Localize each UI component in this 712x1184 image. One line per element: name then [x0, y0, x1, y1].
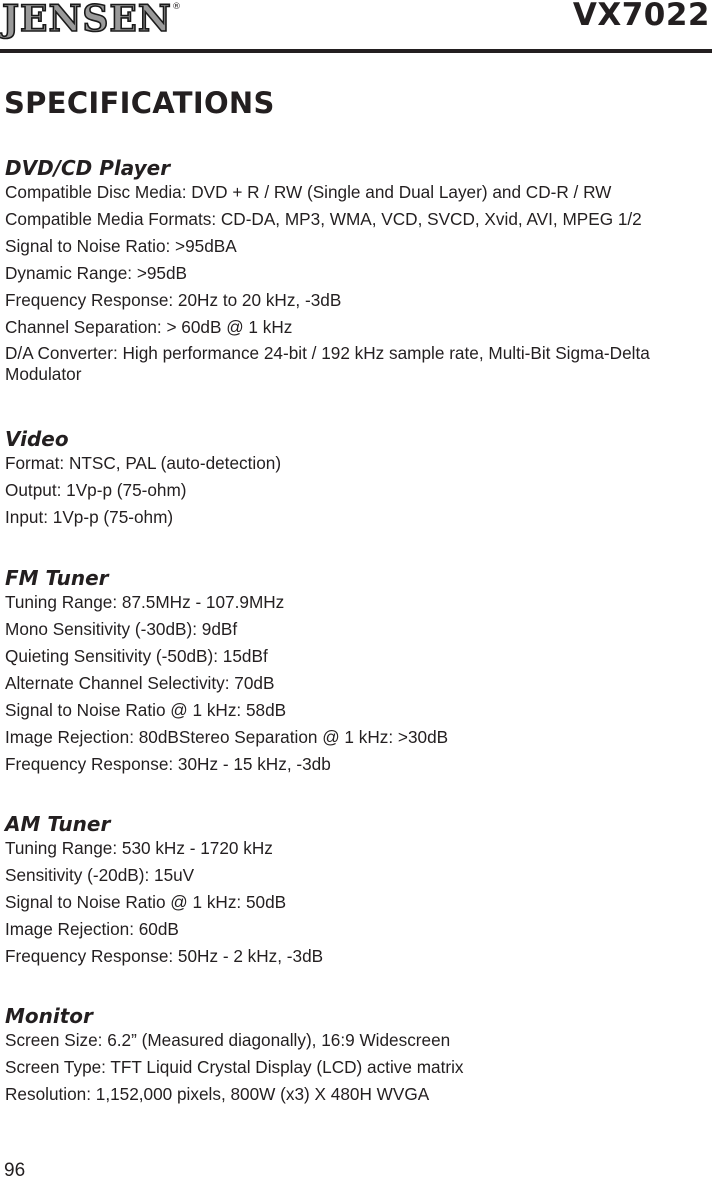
spec-line: Image Rejection: 80dBStereo Separation @ 1 kHz: >30dB — [5, 727, 449, 747]
spec-line: Signal to Noise Ratio: >95dBA — [5, 236, 237, 256]
spec-line: Frequency Response: 30Hz - 15 kHz, -3db — [5, 754, 331, 774]
spec-line: D/A Converter: High performance 24-bit / 192 kHz sample rate, Multi-Bit Sigma-Delta Modulator — [5, 343, 650, 384]
spec-line: Compatible Media Formats: CD-DA, MP3, WMA, VCD, SVCD, Xvid, AVI, MPEG 1/2 — [5, 209, 642, 229]
section-heading: Video — [5, 427, 69, 451]
section-heading: AM Tuner — [5, 812, 111, 836]
spec-line: Channel Separation: > 60dB @ 1 kHz — [5, 317, 293, 337]
spec-line: Sensitivity (-20dB): 15uV — [5, 865, 195, 885]
spec-line: Signal to Noise Ratio @ 1 kHz: 58dB — [5, 700, 287, 720]
section-video — [5, 426, 705, 533]
page-number: 96 — [4, 1160, 26, 1181]
section-heading: Monitor — [5, 1004, 93, 1028]
section-monitor — [5, 1003, 705, 1110]
header-rule — [0, 49, 712, 53]
spec-line: Quieting Sensitivity (-50dB): 15dBf — [5, 646, 268, 666]
registered-mark: ® — [172, 2, 181, 12]
spec-line: Tuning Range: 87.5MHz - 107.9MHz — [5, 592, 285, 612]
page-title: SPECIFICATIONS — [4, 86, 275, 120]
spec-line: Compatible Disc Media: DVD + R / RW (Single and Dual Layer) and CD-R / RW — [5, 182, 612, 202]
spec-line: Tuning Range: 530 kHz - 1720 kHz — [5, 838, 273, 858]
spec-line: Mono Sensitivity (-30dB): 9dBf — [5, 619, 238, 639]
spec-line: Frequency Response: 50Hz - 2 kHz, -3dB — [5, 946, 324, 966]
section-heading: FM Tuner — [5, 566, 109, 590]
section-fm-tuner — [5, 565, 705, 780]
page-header — [0, 0, 712, 52]
spec-line: Screen Type: TFT Liquid Crystal Display (LCD) active matrix — [5, 1057, 464, 1077]
spec-line: Screen Size: 6.2” (Measured diagonally), 16:9 Widescreen — [5, 1030, 451, 1050]
jensen-logo: JENSEN — [2, 0, 172, 40]
section-dvd-cd-player — [5, 155, 705, 385]
spec-line: Dynamic Range: >95dB — [5, 263, 188, 283]
spec-line: Alternate Channel Selectivity: 70dB — [5, 673, 275, 693]
spec-line: Resolution: 1,152,000 pixels, 800W (x3) X 480H WVGA — [5, 1084, 430, 1104]
section-heading: DVD/CD Player — [5, 156, 171, 180]
spec-line: Input: 1Vp-p (75-ohm) — [5, 507, 174, 527]
spec-line: Frequency Response: 20Hz to 20 kHz, -3dB — [5, 290, 342, 310]
spec-line: Output: 1Vp-p (75-ohm) — [5, 480, 187, 500]
section-am-tuner — [5, 811, 705, 972]
model-number: VX7022 — [572, 0, 710, 33]
spec-line: Image Rejection: 60dB — [5, 919, 179, 939]
spec-line: Format: NTSC, PAL (auto-detection) — [5, 453, 282, 473]
spec-line: Signal to Noise Ratio @ 1 kHz: 50dB — [5, 892, 287, 912]
